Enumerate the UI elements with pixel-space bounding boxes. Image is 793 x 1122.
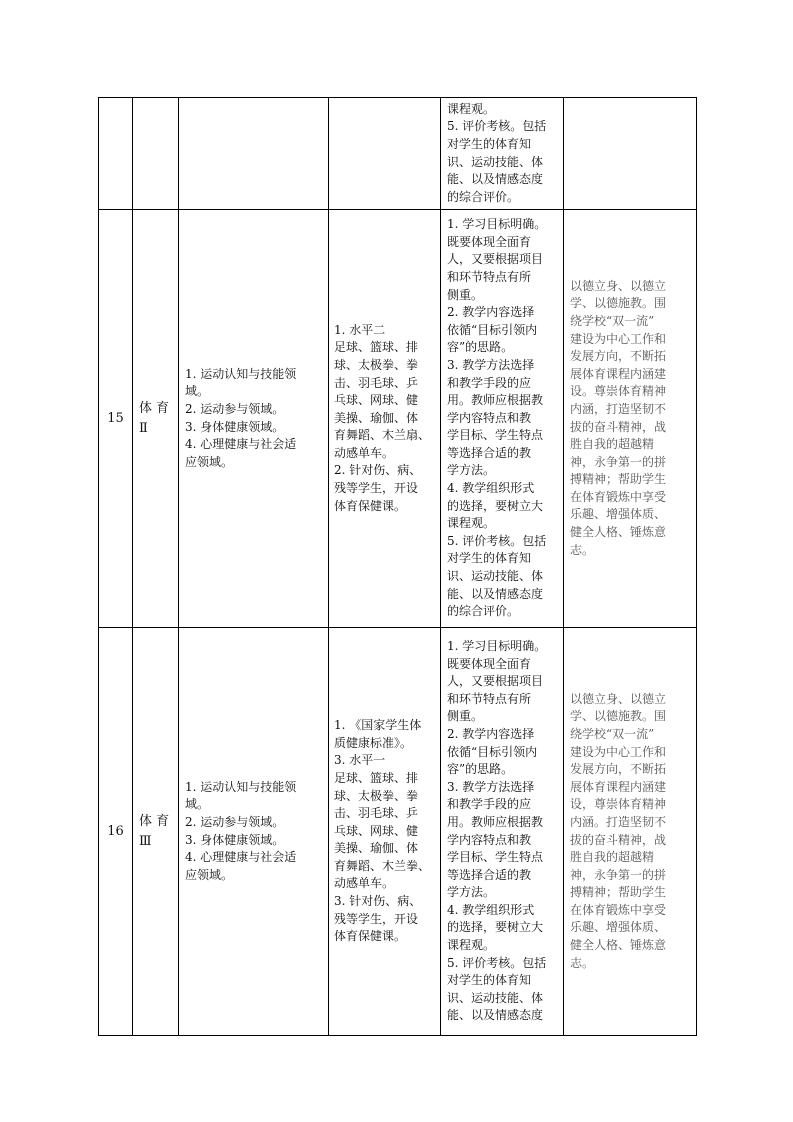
content-line: 3. 针对伤、病、 <box>334 894 422 909</box>
ideology-line: 志。 <box>570 955 595 970</box>
content-line: 质健康标准》。 <box>334 735 413 750</box>
goals-line: 域。 <box>185 797 210 812</box>
methods-line: 1. 学习目标明确。 <box>447 217 547 232</box>
ideology-line: 胜自我的超越精 <box>570 850 655 865</box>
name-line: 体 育 <box>139 813 170 829</box>
content-cell <box>329 98 441 210</box>
methods-line: 识、运动技能、体 <box>447 990 544 1005</box>
ideology-line: 以德立身、以德立 <box>570 691 667 706</box>
methods-line: 侧重。 <box>447 709 484 724</box>
content-line: 击、羽毛球、乒 <box>334 375 419 390</box>
content-line: 乓球、网球、健 <box>334 823 419 838</box>
methods-cell <box>441 210 564 628</box>
table-row <box>99 210 697 628</box>
methods-line: 能、以及情感态度 <box>447 1008 544 1023</box>
methods-line: 和环节特点有所 <box>447 691 532 706</box>
methods-line: 容”的思路。 <box>447 340 514 355</box>
goals-line: 应领域。 <box>185 867 234 882</box>
ideology-cell <box>564 210 697 628</box>
content-line: 动感单车。 <box>334 876 395 891</box>
content-line: 育舞蹈、木兰拳、 <box>334 858 431 873</box>
methods-line: 和环节特点有所 <box>447 269 532 284</box>
ideology-line: 展体育课程内涵建 <box>570 366 667 381</box>
course-name-cell <box>133 628 179 1036</box>
goals-line: 3. 身体健康领域。 <box>185 419 285 434</box>
methods-line: 2. 教学内容选择 <box>447 726 535 741</box>
row-number-cell <box>99 98 133 210</box>
methods-line: 课程观。 <box>447 516 496 531</box>
content-line: 美操、瑜伽、体 <box>334 410 419 425</box>
methods-line: 学目标、学生特点 <box>447 850 544 865</box>
content-line: 击、羽毛球、乒 <box>334 806 419 821</box>
methods-line: 等选择合适的教 <box>447 867 532 882</box>
goals-line: 2. 运动参与领域。 <box>185 401 285 416</box>
content-line: 3. 水平一 <box>334 753 386 768</box>
ideology-line: 展体育课程内涵建 <box>570 779 667 794</box>
methods-line: 课程观。 <box>447 101 496 116</box>
content-cell <box>329 628 441 1036</box>
methods-line: 1. 学习目标明确。 <box>447 638 547 653</box>
goals-line: 2. 运动参与领域。 <box>185 814 285 829</box>
course-name-cell <box>133 210 179 628</box>
methods-line: 对学生的体育知 <box>447 973 532 988</box>
methods-line: 学内容特点和教 <box>447 832 532 847</box>
ideology-line: 胜自我的超越精 <box>570 437 655 452</box>
methods-line: 5. 评价考核。包括 <box>447 119 547 134</box>
methods-line: 识、运动技能、体 <box>447 154 544 169</box>
ideology-line: 拔的奋斗精神，战 <box>570 832 667 847</box>
goals-line: 1. 运动认知与技能领 <box>185 366 297 381</box>
ideology-cell <box>564 628 697 1036</box>
ideology-line: 以德立身、以德立 <box>570 278 667 293</box>
ideology-line: 绕学校“双一流” <box>570 313 655 328</box>
ideology-line: 搏精神；帮助学生 <box>570 885 667 900</box>
methods-line: 能、以及情感态度 <box>447 586 544 601</box>
methods-line: 的综合评价。 <box>447 604 520 619</box>
methods-line: 的选择，要树立大 <box>447 920 544 935</box>
content-line: 足球、篮球、排 <box>334 770 419 785</box>
ideology-cell <box>564 98 697 210</box>
methods-line: 人，又要根据项目 <box>447 252 544 267</box>
course-table-body <box>99 98 697 1036</box>
ideology-line: 内涵，打造坚韧不 <box>570 401 667 416</box>
name-line: 体 育 <box>139 400 170 416</box>
content-line: 体育保健课。 <box>334 929 407 944</box>
methods-line: 5. 评价考核。包括 <box>447 533 547 548</box>
content-line: 动感单车。 <box>334 445 395 460</box>
methods-line: 既要体现全面育 <box>447 234 532 249</box>
methods-line: 既要体现全面育 <box>447 656 532 671</box>
methods-line: 依循“目标引领内 <box>447 322 538 337</box>
methods-line: 3. 教学方法选择 <box>447 779 535 794</box>
methods-line: 对学生的体育知 <box>447 551 532 566</box>
methods-line: 课程观。 <box>447 938 496 953</box>
ideology-line: 健全人格、锤炼意 <box>570 525 667 540</box>
methods-line: 2. 教学内容选择 <box>447 305 535 320</box>
methods-line: 学方法。 <box>447 463 496 478</box>
methods-line: 5. 评价考核。包括 <box>447 955 547 970</box>
methods-line: 用。教师应根据教 <box>447 393 544 408</box>
ideology-line: 学、以德施教。围 <box>570 296 667 311</box>
content-line: 体育保健课。 <box>334 498 407 513</box>
table-row <box>99 98 697 210</box>
ideology-line: 神，永争第一的拼 <box>570 454 667 469</box>
content-line: 2. 针对伤、病、 <box>334 463 422 478</box>
ideology-line: 设，尊崇体育精神 <box>570 797 667 812</box>
name-line: Ⅱ <box>139 420 148 436</box>
methods-line: 容”的思路。 <box>447 762 514 777</box>
ideology-line: 设。尊崇体育精神 <box>570 384 667 399</box>
ideology-line: 乐趣、增强体质、 <box>570 920 667 935</box>
methods-line: 的选择，要树立大 <box>447 498 544 513</box>
row-number-cell: 15 <box>99 210 133 628</box>
ideology-line: 在体育锻炼中享受 <box>570 902 667 917</box>
goals-cell <box>179 210 329 628</box>
content-line: 球、太极拳、拳 <box>334 357 419 372</box>
ideology-line: 乐趣、增强体质、 <box>570 507 667 522</box>
content-cell <box>329 210 441 628</box>
ideology-line: 建设为中心工作和 <box>570 331 667 346</box>
methods-cell <box>441 98 564 210</box>
methods-line: 用。教师应根据教 <box>447 814 544 829</box>
goals-line: 域。 <box>185 384 210 399</box>
ideology-line: 建设为中心工作和 <box>570 744 667 759</box>
ideology-line: 健全人格、锤炼意 <box>570 938 667 953</box>
methods-line: 的综合评价。 <box>447 189 520 204</box>
ideology-line: 搏精神；帮助学生 <box>570 472 667 487</box>
content-line: 残等学生，开设 <box>334 481 419 496</box>
methods-line: 4. 教学组织形式 <box>447 902 535 917</box>
content-line: 乓球、网球、健 <box>334 393 419 408</box>
table-row <box>99 628 697 1036</box>
methods-line: 识、运动技能、体 <box>447 569 544 584</box>
content-line: 1. 《国家学生体 <box>334 718 422 733</box>
ideology-line: 内涵。打造坚韧不 <box>570 814 667 829</box>
goals-line: 1. 运动认知与技能领 <box>185 779 297 794</box>
ideology-line: 神，永争第一的拼 <box>570 867 667 882</box>
methods-line: 人，又要根据项目 <box>447 674 544 689</box>
name-line: Ⅲ <box>139 833 152 849</box>
goals-line: 3. 身体健康领域。 <box>185 832 285 847</box>
goals-cell <box>179 628 329 1036</box>
content-line: 美操、瑜伽、体 <box>334 841 419 856</box>
ideology-line: 志。 <box>570 542 595 557</box>
goals-line: 4. 心理健康与社会适 <box>185 850 297 865</box>
course-table <box>98 97 697 1036</box>
methods-line: 依循“目标引领内 <box>447 744 538 759</box>
ideology-line: 绕学校“双一流” <box>570 726 655 741</box>
content-line: 育舞蹈、木兰扇、 <box>334 428 431 443</box>
content-line: 1. 水平二 <box>334 322 386 337</box>
ideology-line: 发展方向，不断拓 <box>570 349 667 364</box>
methods-line: 对学生的体育知 <box>447 136 532 151</box>
content-line: 足球、篮球、排 <box>334 340 419 355</box>
methods-line: 等选择合适的教 <box>447 445 532 460</box>
course-name-cell <box>133 98 179 210</box>
methods-line: 和教学手段的应 <box>447 797 532 812</box>
ideology-line: 在体育锻炼中享受 <box>570 489 667 504</box>
ideology-line: 拔的奋斗精神，战 <box>570 419 667 434</box>
methods-line: 学内容特点和教 <box>447 410 532 425</box>
methods-line: 能、以及情感态度 <box>447 172 544 187</box>
goals-cell <box>179 98 329 210</box>
methods-line: 侧重。 <box>447 287 484 302</box>
goals-line: 应领域。 <box>185 454 234 469</box>
content-line: 球、太极拳、拳 <box>334 788 419 803</box>
methods-cell <box>441 628 564 1036</box>
methods-line: 和教学手段的应 <box>447 375 532 390</box>
methods-line: 4. 教学组织形式 <box>447 481 535 496</box>
methods-line: 学目标、学生特点 <box>447 428 544 443</box>
content-line: 残等学生，开设 <box>334 911 419 926</box>
ideology-line: 学、以德施教。围 <box>570 709 667 724</box>
goals-line: 4. 心理健康与社会适 <box>185 437 297 452</box>
row-number-cell: 16 <box>99 628 133 1036</box>
methods-line: 3. 教学方法选择 <box>447 357 535 372</box>
ideology-line: 发展方向，不断拓 <box>570 762 667 777</box>
methods-line: 学方法。 <box>447 885 496 900</box>
